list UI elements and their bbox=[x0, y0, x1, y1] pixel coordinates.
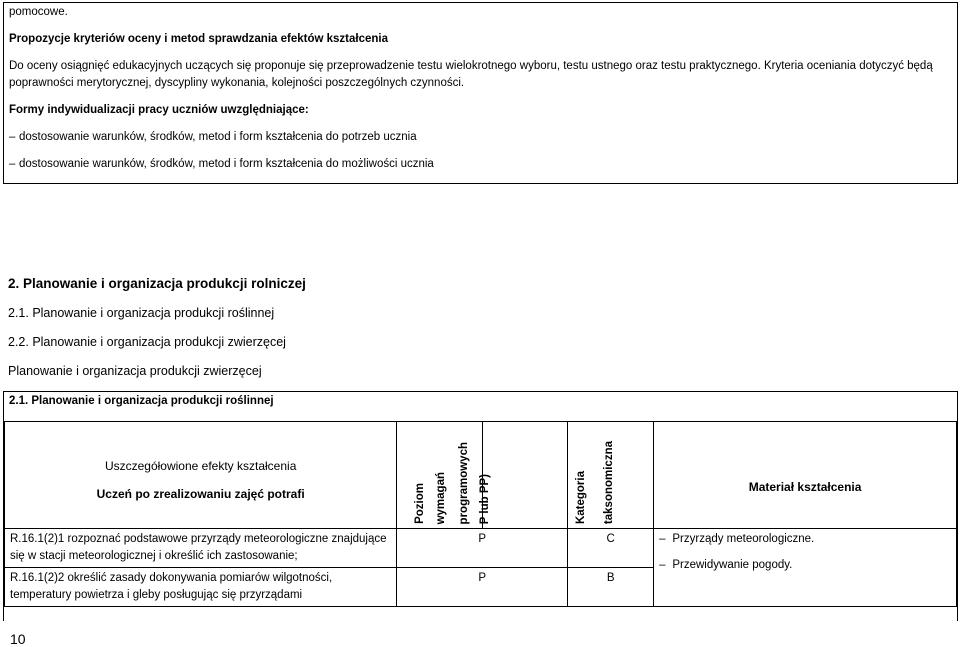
forms-title: Formy indywidualizacji pracy uczniów uwzględniające: bbox=[9, 104, 309, 116]
unit-title: 2.1. Planowanie i organizacja produkcji roślinnej bbox=[9, 395, 274, 407]
level-cell: P bbox=[397, 529, 568, 568]
material-header bbox=[654, 422, 957, 529]
dash-bullet: – bbox=[9, 158, 16, 170]
section-heading: 2. Planowanie i organizacja produkcji rolniczej bbox=[8, 276, 306, 291]
level-header bbox=[397, 422, 492, 529]
category-header bbox=[568, 422, 654, 529]
material-cell bbox=[654, 529, 957, 607]
subsection-heading-21: 2.1. Planowanie i organizacja produkcji roślinnej bbox=[8, 306, 275, 320]
criteria-box bbox=[3, 2, 958, 184]
level-header-line3: programowych bbox=[458, 441, 471, 524]
line-pomocowe: pomocowe. bbox=[9, 6, 68, 18]
table-row bbox=[5, 529, 957, 568]
category-cell: C bbox=[568, 529, 654, 568]
effects-table bbox=[4, 421, 957, 607]
material-item: – Przyrządy meteorologiczne. bbox=[659, 531, 951, 548]
effects-header-line2: Uczeń po zrealizowaniu zajęć potrafi bbox=[96, 487, 305, 501]
proposal-text-1: Do oceny osiągnięć edukacyjnych uczących się proponuje się przeprowadzenie testu wielokrotnego wyboru, testu ustnego oraz testu praktycznego. Kryteria oceniania dotyczyć będą bbox=[9, 60, 933, 72]
proposal-text-2: poprawności merytorycznej, dyscypliny wykonania, kolejności poszczególnych czynności. bbox=[9, 77, 465, 89]
effects-header-line1: Uszczegółowione efekty kształcenia bbox=[104, 459, 297, 473]
material-item: – Przewidywanie pogody. bbox=[659, 557, 951, 574]
category-header-line2: taksonomiczna bbox=[603, 440, 616, 524]
material-header-label: Materiał kształcenia bbox=[748, 480, 862, 494]
page-number: 10 bbox=[10, 631, 26, 647]
table-header-row bbox=[5, 422, 957, 529]
empty-header bbox=[482, 422, 567, 529]
proposal-title: Propozycje kryteriów oceny i metod sprawdzania efektów kształcenia bbox=[9, 33, 388, 45]
forms-item: – dostosowanie warunków, środków, metod i form kształcenia do możliwości ucznia bbox=[9, 156, 434, 173]
level-header-line1: Poziom bbox=[414, 483, 427, 524]
level-cell: P bbox=[397, 568, 568, 607]
level-header-line4: P lub PP) bbox=[479, 473, 492, 524]
effect-cell: R.16.1(2)1 rozpoznać podstawowe przyrządy meteorologiczne znajdujące się w stacji meteorologicznej i określić ich zastosowanie; bbox=[5, 529, 397, 568]
unit-box bbox=[3, 391, 958, 621]
dash-bullet: – bbox=[659, 559, 666, 571]
category-cell: B bbox=[568, 568, 654, 607]
effect-cell: R.16.1(2)2 określić zasady dokonywania pomiarów wilgotności, temperatury powietrza i gleby posługując się przyrządami bbox=[5, 568, 397, 607]
subsection-heading-22-repeat: Planowanie i organizacja produkcji zwierzęcej bbox=[8, 364, 262, 378]
subsection-heading-22: 2.2. Planowanie i organizacja produkcji zwierzęcej bbox=[8, 335, 286, 349]
effects-header bbox=[5, 422, 397, 529]
dash-bullet: – bbox=[659, 533, 666, 545]
forms-item: – dostosowanie warunków, środków, metod i form kształcenia do potrzeb ucznia bbox=[9, 129, 417, 146]
category-header-line1: Kategoria bbox=[575, 470, 588, 524]
dash-bullet: – bbox=[9, 131, 16, 143]
level-header-line2: wymagań bbox=[435, 471, 448, 524]
